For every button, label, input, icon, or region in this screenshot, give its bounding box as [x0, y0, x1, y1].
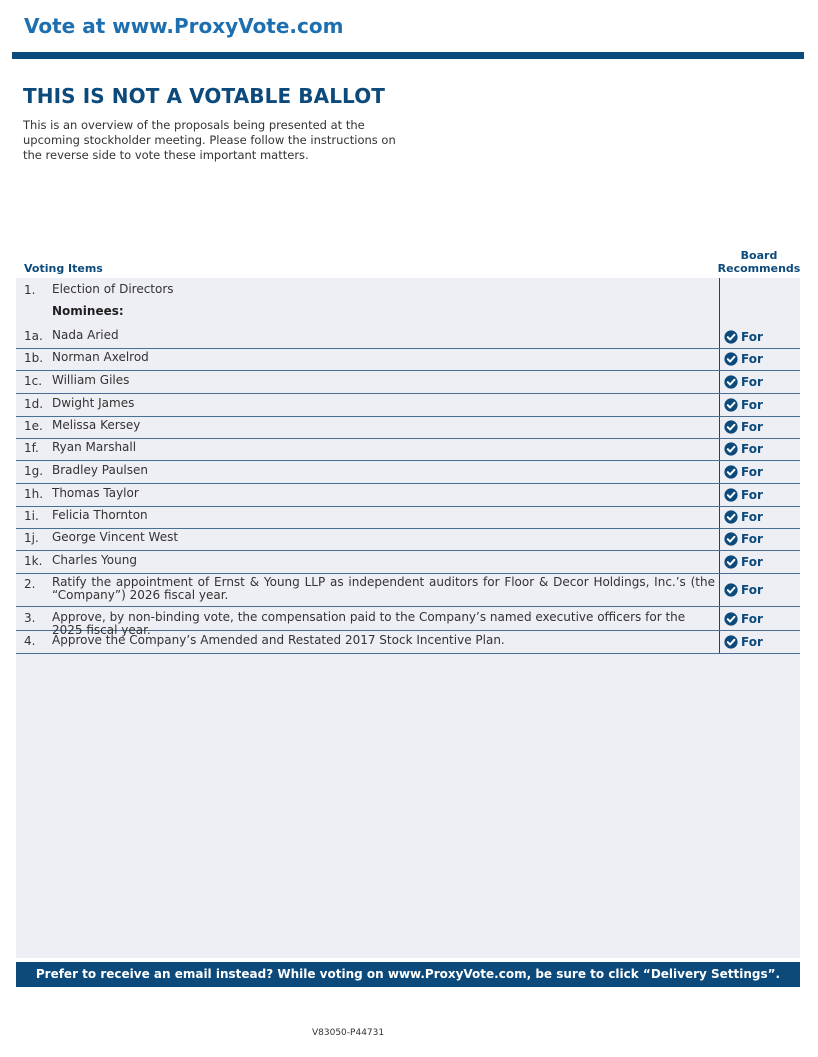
row-number: 1c. — [24, 374, 43, 388]
intro-text: This is an overview of the proposals being presented at the upcoming stockholder meeting. Please follow the instructions on the reverse side to vote these important matters. — [23, 118, 396, 162]
board-recommendation — [724, 464, 794, 480]
ballot-row — [16, 326, 800, 349]
ballot-row — [16, 506, 800, 529]
ballot-row — [16, 484, 800, 507]
row-number: 1a. — [24, 329, 43, 343]
row-number: 1i. — [24, 509, 39, 523]
recommend-label: For — [741, 583, 763, 597]
row-text: Approve, by non-binding vote, the compensation paid to the Company’s named executive officers for the 2025 fiscal year. — [52, 610, 686, 637]
recommend-label: For — [741, 375, 763, 389]
recommend-label: For — [741, 488, 763, 502]
board-recommendation — [724, 397, 794, 413]
header-rule — [12, 52, 804, 59]
recommend-label: For — [741, 330, 763, 344]
check-circle-icon — [724, 465, 738, 479]
ballot-row — [16, 461, 800, 484]
ballot-row — [16, 528, 800, 551]
row-text: Melissa Kersey — [52, 418, 141, 432]
item-number: 1. — [24, 283, 36, 297]
row-text: Felicia Thornton — [52, 508, 148, 522]
row-text: George Vincent West — [52, 530, 179, 544]
board-recommendation — [724, 351, 794, 367]
check-circle-icon — [724, 442, 738, 456]
board-recommendation — [724, 531, 794, 547]
ballot-row — [16, 348, 800, 371]
row-text: Charles Young — [52, 553, 137, 567]
row-number: 3. — [24, 611, 36, 625]
board-recommendation — [724, 329, 794, 345]
board-recommendation — [724, 554, 794, 570]
board-recommendation — [724, 509, 794, 525]
check-circle-icon — [724, 398, 738, 412]
proxyvote-header-link[interactable]: Vote at www.ProxyVote.com — [24, 14, 344, 38]
ballot-row — [16, 438, 800, 461]
check-circle-icon — [724, 510, 738, 524]
check-circle-icon — [724, 352, 738, 366]
check-circle-icon — [724, 612, 738, 626]
nominees-label: Nominees: — [52, 304, 124, 318]
board-recommendation — [724, 611, 794, 627]
row-number: 1e. — [24, 419, 43, 433]
document-code: V83050-P44731 — [312, 1028, 385, 1038]
ballot-row — [16, 608, 800, 637]
row-text: William Giles — [52, 373, 130, 387]
board-recommends-header — [716, 249, 802, 275]
recommend-label: For — [741, 635, 763, 649]
delivery-settings-banner: Prefer to receive an email instead? While voting on www.ProxyVote.com, be sure to click “Delivery Settings”. — [16, 962, 800, 987]
ballot-row — [16, 573, 800, 607]
row-number: 1f. — [24, 441, 39, 455]
board-header-line2: Recommends — [717, 262, 801, 275]
board-recommendation — [724, 419, 794, 435]
nominees-label-row — [16, 305, 800, 325]
recommend-label: For — [741, 465, 763, 479]
board-recommendation — [724, 374, 794, 390]
check-circle-icon — [724, 555, 738, 569]
voting-items-header: Voting Items — [24, 262, 103, 275]
recommend-label: For — [741, 612, 763, 626]
check-circle-icon — [724, 420, 738, 434]
row-text: Norman Axelrod — [52, 350, 149, 364]
recommend-label: For — [741, 398, 763, 412]
item-text: Election of Directors — [52, 282, 174, 296]
row-number: 2. — [24, 577, 36, 591]
row-text: Thomas Taylor — [52, 486, 139, 500]
check-circle-icon — [724, 375, 738, 389]
row-text: Bradley Paulsen — [52, 463, 148, 477]
recommend-label: For — [741, 555, 763, 569]
recommend-label: For — [741, 442, 763, 456]
board-header-line1: Board — [740, 249, 778, 262]
row-number: 1d. — [24, 397, 44, 411]
check-circle-icon — [724, 532, 738, 546]
board-recommendation — [724, 441, 794, 457]
board-recommendation — [724, 582, 794, 598]
check-circle-icon — [724, 330, 738, 344]
row-number: 1b. — [24, 351, 44, 365]
ballot-row — [16, 551, 800, 574]
row-number: 4. — [24, 634, 36, 648]
row-number: 1k. — [24, 554, 43, 568]
row-number: 1g. — [24, 464, 44, 478]
check-circle-icon — [724, 635, 738, 649]
recommend-label: For — [741, 352, 763, 366]
row-number: 1j. — [24, 531, 39, 545]
row-text: Ratify the appointment of Ernst & Young LLP as independent auditors for Floor & Decor Holdings, Inc.’s (the “Company”) 2026 fiscal year. — [52, 575, 715, 602]
ballot-row — [16, 631, 800, 654]
row-number: 1h. — [24, 487, 44, 501]
page-title: THIS IS NOT A VOTABLE BALLOT — [23, 84, 386, 108]
item-1-row — [16, 283, 800, 303]
board-recommendation — [724, 634, 794, 650]
check-circle-icon — [724, 488, 738, 502]
ballot-row — [16, 394, 800, 417]
row-text: Approve the Company’s Amended and Restated 2017 Stock Incentive Plan. — [52, 633, 505, 647]
row-text: Ryan Marshall — [52, 440, 137, 454]
board-recommendation — [724, 487, 794, 503]
recommend-label: For — [741, 510, 763, 524]
ballot-row — [16, 416, 800, 439]
check-circle-icon — [724, 583, 738, 597]
recommend-label: For — [741, 420, 763, 434]
row-text: Dwight James — [52, 396, 135, 410]
ballot-row — [16, 371, 800, 394]
recommend-label: For — [741, 532, 763, 546]
row-text: Nada Aried — [52, 328, 119, 342]
